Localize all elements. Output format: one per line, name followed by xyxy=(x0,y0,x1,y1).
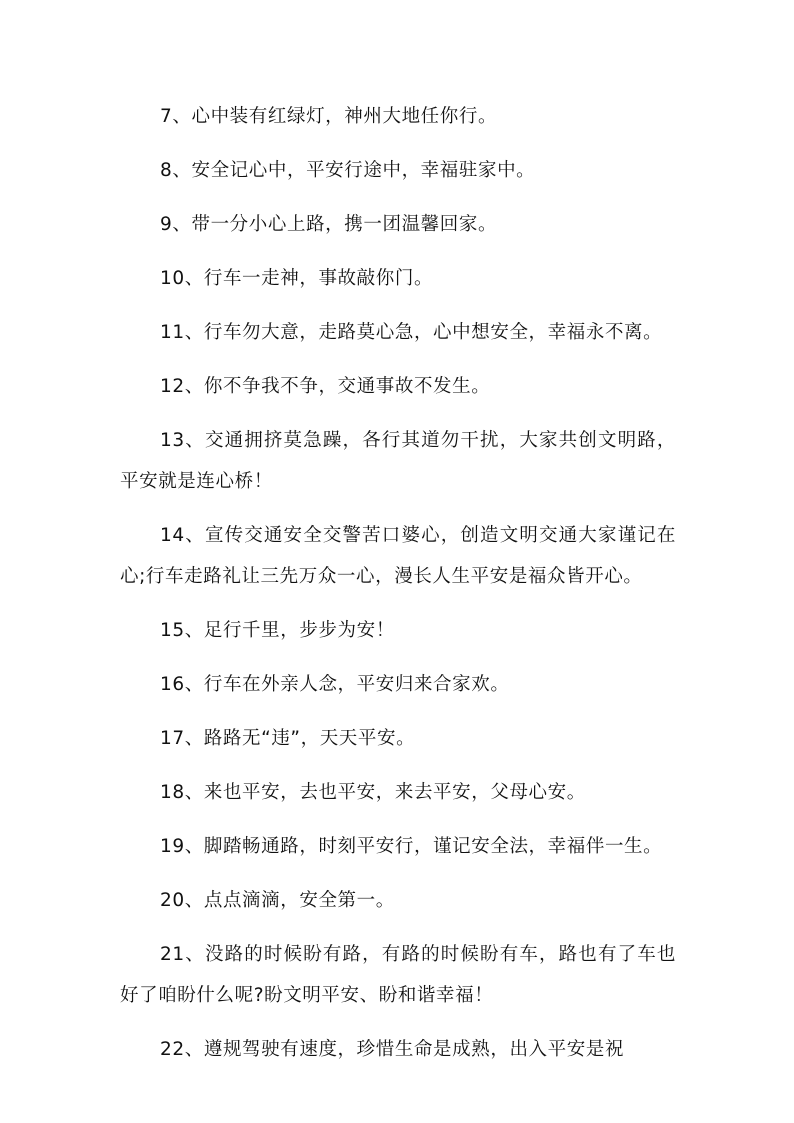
slogan-paragraph: 10、行车一走神，事故敲你门。 xyxy=(160,268,434,289)
slogan-paragraph: 21、没路的时候盼有路，有路的时候盼有车，路也有了车也好了咱盼什么呢?盼文明平安、盼和谐幸福！ xyxy=(120,944,676,1006)
slogan-paragraph: 18、来也平安，去也平安，来去平安，父母心安。 xyxy=(160,782,586,803)
slogan-paragraph: 13、交通拥挤莫急躁，各行其道勿干扰，大家共创文明路，平安就是连心桥！ xyxy=(120,430,676,492)
slogan-paragraph: 7、心中装有红绿灯，神州大地任你行。 xyxy=(160,106,498,127)
document-body xyxy=(120,96,676,1083)
slogan-paragraph: 11、行车勿大意，走路莫心急，心中想安全，幸福永不离。 xyxy=(160,322,663,343)
slogan-paragraph: 12、你不争我不争，交通事故不发生。 xyxy=(160,376,491,397)
slogan-paragraph: 19、脚踏畅通路，时刻平安行，谨记安全法，幸福伴一生。 xyxy=(160,836,663,857)
slogan-paragraph: 14、宣传交通安全交警苦口婆心，创造文明交通大家谨记在心;行车走路礼让三先万众一心，漫长人生平安是福众皆开心。 xyxy=(120,525,676,587)
slogan-paragraph: 15、足行千里，步步为安！ xyxy=(160,620,395,641)
slogan-paragraph: 16、行车在外亲人念，平安归来合家欢。 xyxy=(160,674,510,695)
slogan-paragraph: 20、点点滴滴，安全第一。 xyxy=(160,890,395,911)
slogan-paragraph: 22、遵规驾驶有速度，珍惜生命是成熟，出入平安是祝 xyxy=(160,1039,625,1060)
slogan-paragraph: 9、带一分小心上路，携一团温馨回家。 xyxy=(160,214,498,235)
slogan-paragraph: 17、路路无“违”，天天平安。 xyxy=(160,728,416,749)
slogan-paragraph: 8、安全记心中，平安行途中，幸福驻家中。 xyxy=(160,160,536,181)
